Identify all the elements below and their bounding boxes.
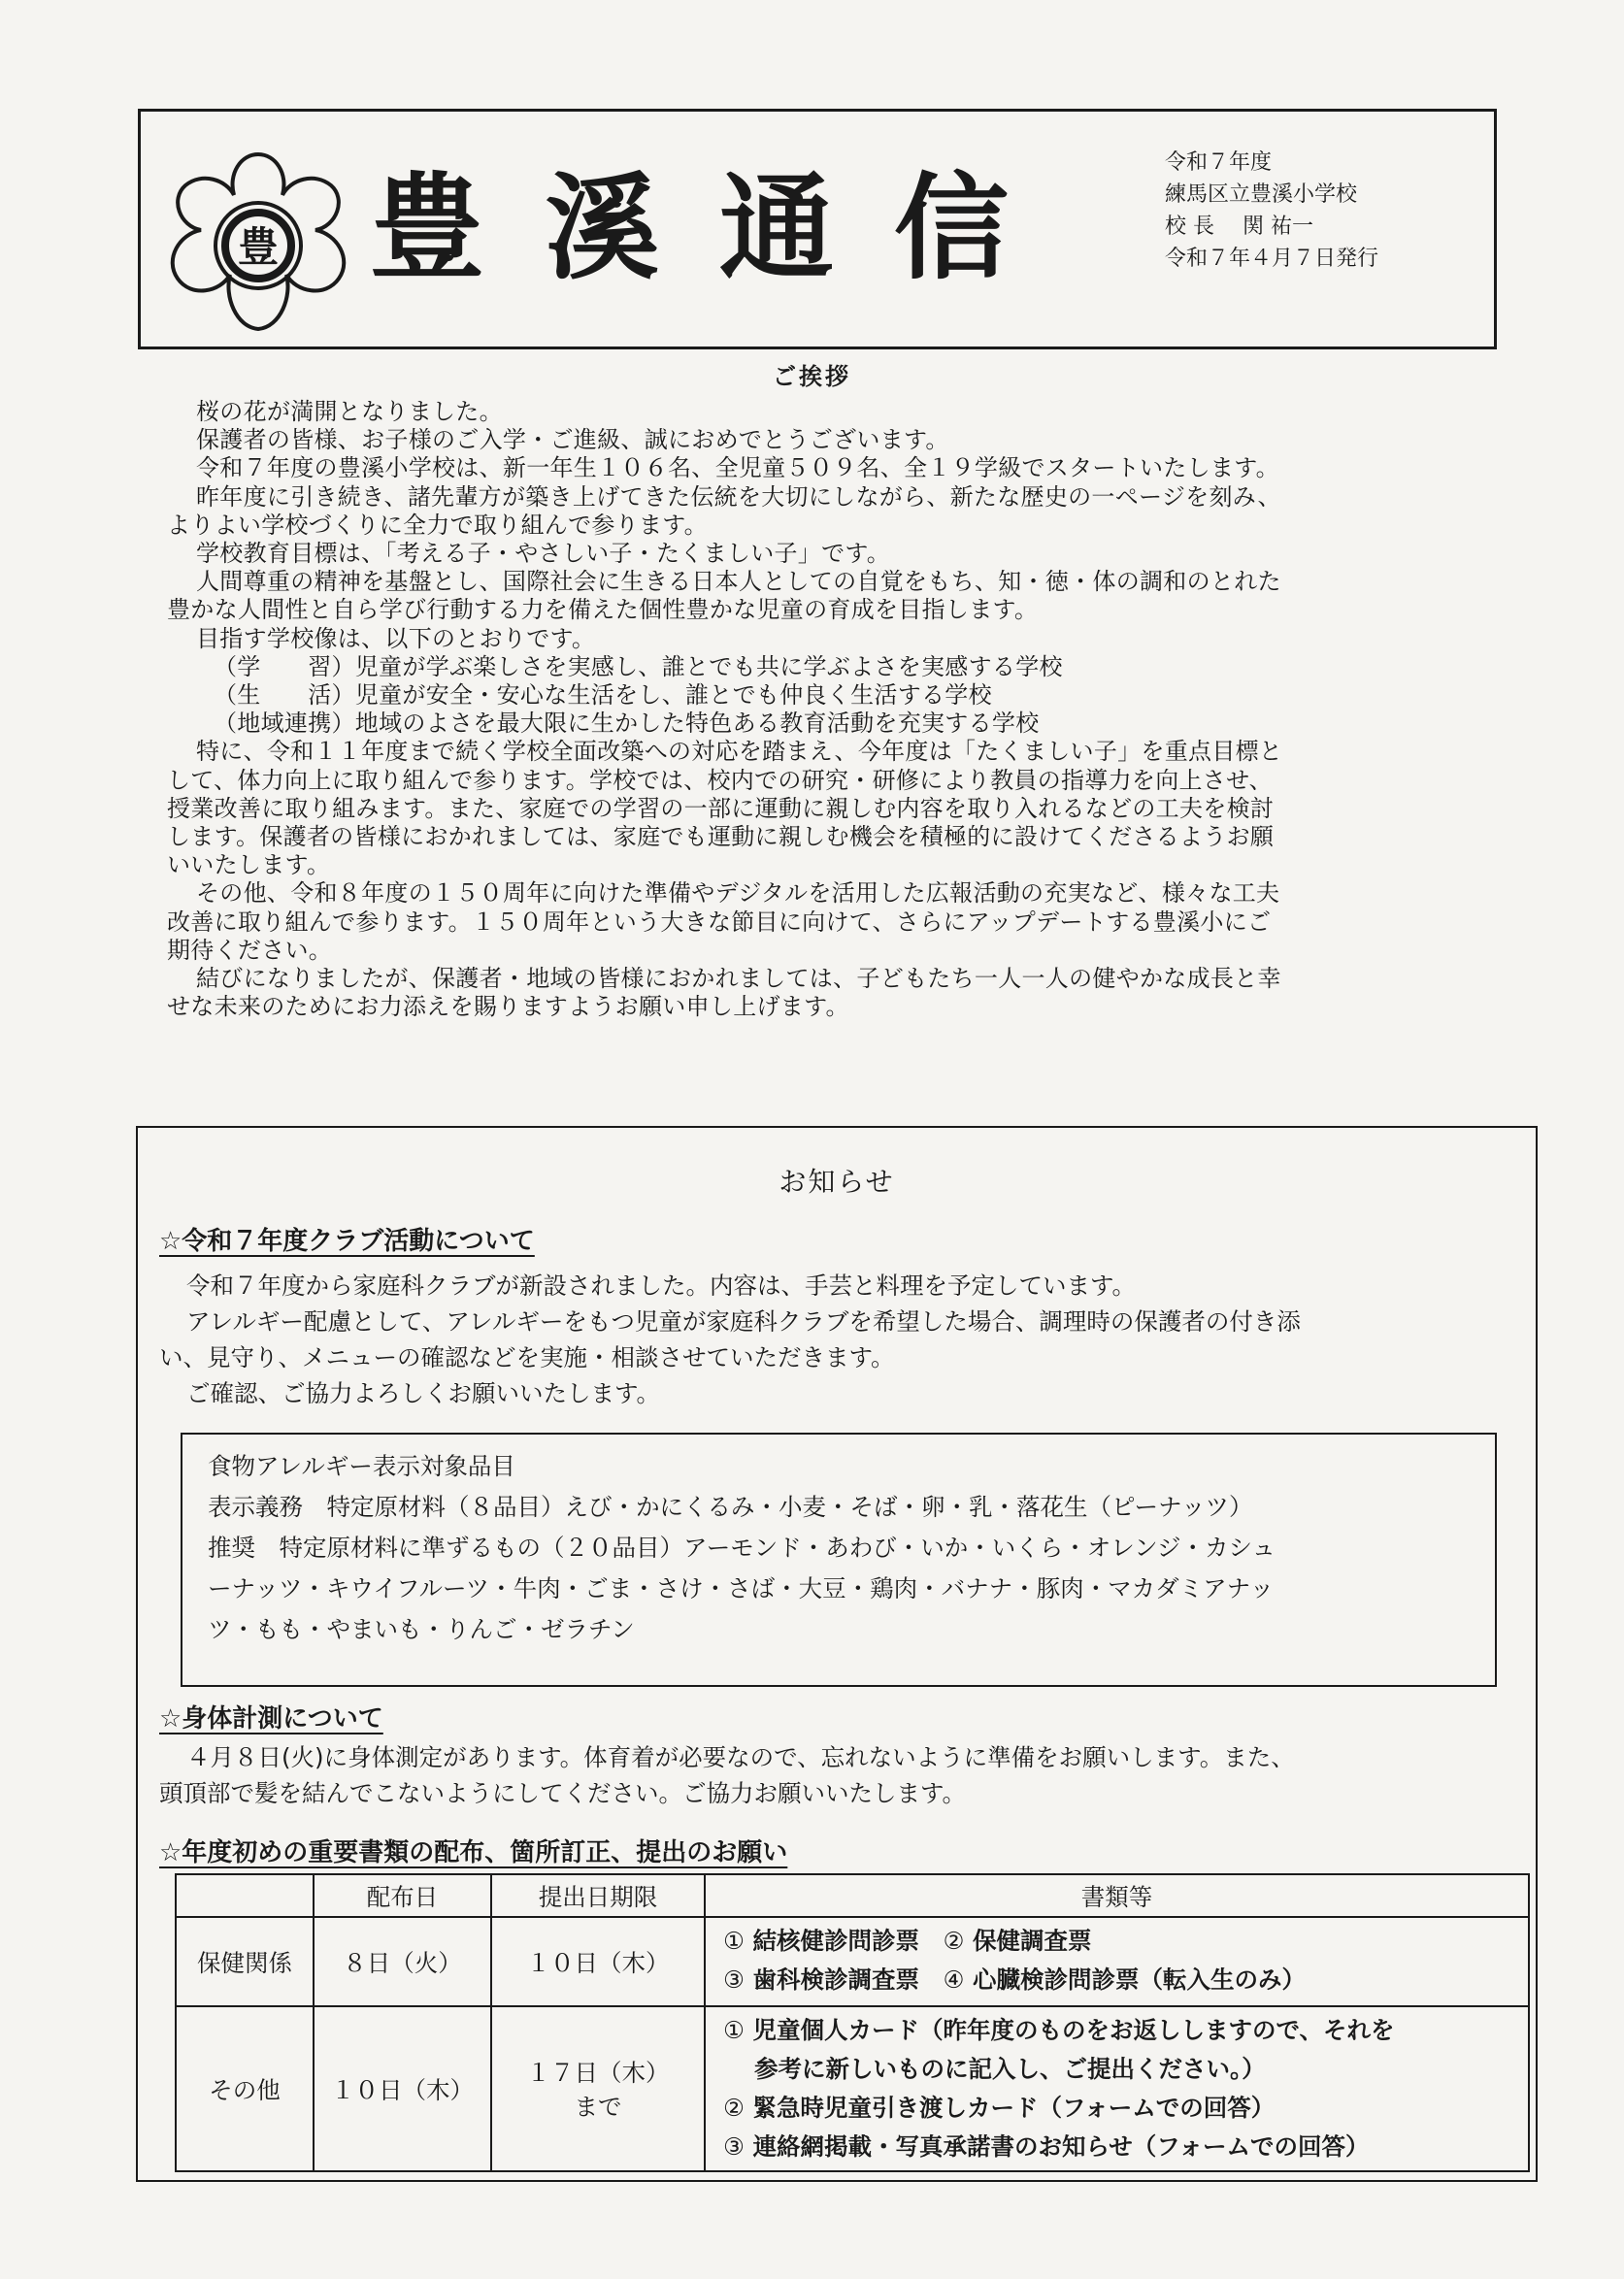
allergy-box xyxy=(181,1433,1497,1687)
column-header: 提出日期限 xyxy=(491,1874,705,1917)
notice-box xyxy=(136,1126,1538,2182)
text-line: して、体力向上に取り組んで参ります。学校では、校内での研究・研修により教員の指導力を向上させ、 xyxy=(167,766,1273,794)
greeting-heading: ご挨拶 xyxy=(773,363,851,390)
allergy-line: ツ・もも・やまいも・りんご・ゼラチン xyxy=(208,1615,635,1643)
column-header xyxy=(176,1874,314,1917)
school-name: 練馬区立豊溪小学校 xyxy=(1165,182,1358,207)
deadline-note: まで xyxy=(574,2093,622,2121)
club-text xyxy=(159,1268,1518,1411)
table-header-row xyxy=(176,1874,1529,1917)
text-line: 授業改善に取り組みます。また、家庭での学習の一部に運動に親しむ内容を取り入れるなどの工夫を検討 xyxy=(167,794,1275,822)
principal-name: 校 長 関 祐一 xyxy=(1165,215,1313,239)
text-line: 令和７年度の豊溪小学校は、新一年生１０６名、全児童５０９名、全１９学級でスタートいたします。 xyxy=(196,454,1279,482)
notice-title: お知らせ xyxy=(779,1166,895,1198)
list-item: ③ 歯科検診調査票 ④ 心臓検診問診票（転入生のみ） xyxy=(723,1965,1306,1994)
deadline-cell xyxy=(491,1917,705,2006)
text-line: します。保護者の皆様におかれましては、家庭でも運動に親しむ機会を積極的に設けてくださるようお願 xyxy=(167,823,1275,851)
text-line: （生 活）児童が安全・安心な生活をし、誰とでも仲良く生活する学校 xyxy=(214,681,992,710)
deadline-date: １０日（木） xyxy=(526,1948,670,1977)
text-line: いいたします。 xyxy=(167,851,331,879)
text-line: 期待ください。 xyxy=(167,936,333,964)
allergy-line: ーナッツ・キウイフルーツ・牛肉・ごま・さけ・さば・大豆・鶏肉・バナナ・豚肉・マカダミアナッ xyxy=(208,1574,1275,1602)
measurement-text xyxy=(159,1739,1518,1811)
text-line: 目指す学校像は、以下のとおりです。 xyxy=(196,624,596,652)
text-line: 改善に取り組んで参ります。１５０周年という大きな節目に向けて、さらにアップデートする豊溪小にご xyxy=(167,908,1272,936)
column-header: 書類等 xyxy=(705,1874,1529,1917)
text-line: よりよい学校づくりに全力で取り組んで参ります。 xyxy=(167,511,708,539)
text-line: 保護者の皆様、お子様のご入学・ご進級、誠におめでとうございます。 xyxy=(196,426,949,454)
school-seal-icon xyxy=(158,145,358,341)
allergy-title: 食物アレルギー表示対象品目 xyxy=(208,1452,515,1480)
list-item: ① 児童個人カード（昨年度のものをお返ししますので、それを xyxy=(723,2016,1395,2044)
text-line: （学 習）児童が学ぶ楽しさを実感し、誰とでも共に学ぶよさを実感する学校 xyxy=(214,652,1063,680)
table-row xyxy=(176,2006,1529,2171)
list-item: ③ 連絡網掲載・写真承諾書のお知らせ（フォームでの回答） xyxy=(723,2132,1370,2161)
text-line: 昨年度に引き続き、諸先輩方が築き上げてきた伝統を大切にしながら、新たな歴史の一ページを刻み、 xyxy=(196,482,1281,511)
text-line: 豊かな人間性と自ら学び行動する力を備えた個性豊かな児童の育成を目指します。 xyxy=(167,596,1039,624)
text-line: い、見守り、メニューの確認などを実施・相談させていただきます。 xyxy=(159,1343,895,1371)
text-line: その他、令和８年度の１５０周年に向けた準備やデジタルを活用した広報活動の充実など、様々な工夫 xyxy=(196,879,1280,908)
school-year: 令和７年度 xyxy=(1165,150,1273,175)
list-item: 参考に新しいものに記入し、ご提出ください。） xyxy=(754,2055,1266,2083)
svg-text:豊: 豊 xyxy=(237,223,280,271)
club-heading: ☆令和７年度クラブ活動について xyxy=(159,1227,535,1256)
documents-heading: ☆年度初めの重要書類の配布、箇所訂正、提出のお願い xyxy=(159,1838,788,1867)
allergy-line: 表示義務 特定原材料（８品目）えび・かにくるみ・小麦・そば・卵・乳・落花生（ピーナッツ） xyxy=(208,1493,1253,1521)
school-info xyxy=(1165,147,1485,275)
document-items xyxy=(705,2006,1529,2171)
list-item: ② 緊急時児童引き渡しカード（フォームでの回答） xyxy=(723,2094,1276,2122)
text-line: 結びになりましたが、保護者・地域の皆様におかれましては、子どもたち一人一人の健やかな成長と幸 xyxy=(196,965,1281,993)
category-cell: その他 xyxy=(176,2006,314,2171)
text-line: 特に、令和１１年度まで続く学校全面改築への対応を踏まえ、今年度は「たくましい子」を重点目標と xyxy=(196,738,1283,766)
list-item: ① 結核健診問診票 ② 保健調査票 xyxy=(723,1927,1092,1955)
distribution-cell: １０日（木） xyxy=(314,2006,491,2171)
column-header: 配布日 xyxy=(314,1874,491,1917)
measurement-heading: ☆身体計測について xyxy=(159,1704,383,1734)
table-row xyxy=(176,1917,1529,2006)
text-line: アレルギー配慮として、アレルギーをもつ児童が家庭科クラブを希望した場合、調理時の保護者の付き添 xyxy=(186,1307,1301,1336)
category-cell: 保健関係 xyxy=(176,1917,314,2006)
document-items xyxy=(705,1917,1529,2006)
deadline-date: １７日（木） xyxy=(526,2059,670,2087)
text-line: せな未来のためにお力添えを賜りますようお願い申し上げます。 xyxy=(167,993,849,1021)
text-line: 桜の花が満開となりました。 xyxy=(196,398,503,425)
newsletter-title: 豊溪通信 xyxy=(370,160,1070,295)
text-line: ご確認、ご協力よろしくお願いいたします。 xyxy=(186,1379,661,1407)
text-line: 人間尊重の精神を基盤とし、国際社会に生きる日本人としての自覚をもち、知・徳・体の調和のとれた xyxy=(196,568,1281,596)
deadline-cell xyxy=(491,2006,705,2171)
text-line: 頭頂部で髪を結んでこないようにしてください。ご協力お願いいたします。 xyxy=(159,1779,967,1807)
distribution-cell: ８日（火） xyxy=(314,1917,491,2006)
text-line: 学校教育目標は、「考える子・やさしい子・たくましい子」です。 xyxy=(196,540,891,568)
issue-date: 令和７年４月７日発行 xyxy=(1165,247,1379,271)
newsletter-header xyxy=(138,109,1497,349)
text-line: （地域連携）地域のよさを最大限に生かした特色ある教育活動を充実する学校 xyxy=(214,710,1040,738)
allergy-line: 推奨 特定原材料に準ずるもの（２０品目）アーモンド・あわび・いか・いくら・オレンジ・カシュ xyxy=(208,1534,1276,1562)
text-line: 令和７年度から家庭科クラブが新設されました。内容は、手芸と料理を予定しています。 xyxy=(186,1272,1137,1300)
greeting-body xyxy=(167,398,1516,1021)
documents-table xyxy=(175,1873,1530,2172)
text-line: ４月８日(火)に身体測定があります。体育着が必要なので、忘れないように準備をお願いします。また、 xyxy=(186,1743,1295,1771)
